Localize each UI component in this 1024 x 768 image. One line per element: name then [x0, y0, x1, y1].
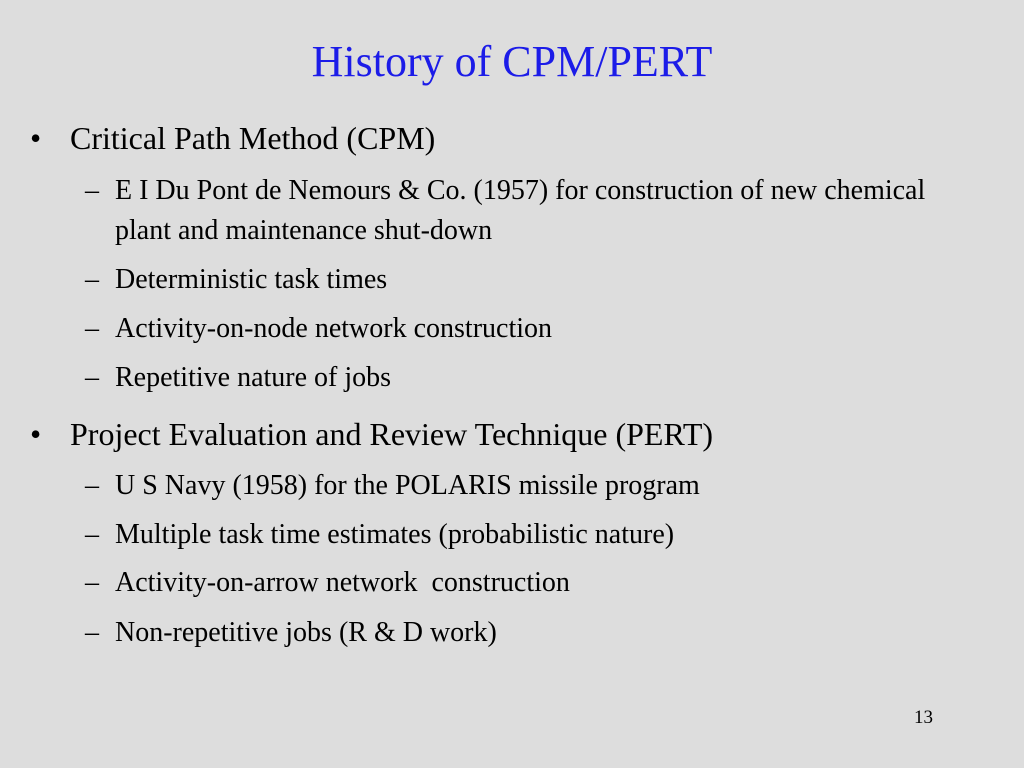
dash-marker: –	[85, 617, 99, 648]
sub-item-text: Activity-on-arrow network construction	[115, 567, 570, 598]
dash-marker: –	[85, 175, 99, 206]
sub-item-text: E I Du Pont de Nemours & Co. (1957) for construction of new chemical plant and maintenance shut-down	[115, 175, 926, 246]
bullet-text: Critical Path Method (CPM)	[70, 120, 436, 156]
sub-item-text: Deterministic task times	[115, 264, 388, 295]
slide-title: History of CPM/PERT	[311, 37, 713, 86]
sub-item-text: Non-repetitive jobs (R & D work)	[115, 617, 497, 648]
dash-marker: –	[85, 470, 99, 501]
sub-item-text: Repetitive nature of jobs	[115, 362, 392, 393]
sub-item-text: U S Navy (1958) for the POLARIS missile program	[115, 470, 700, 501]
dash-marker: –	[85, 313, 99, 344]
sub-item-text: Multiple task time estimates (probabilistic nature)	[115, 519, 675, 550]
dash-marker: –	[85, 362, 99, 393]
dash-marker: –	[85, 567, 99, 598]
dash-marker: –	[85, 264, 99, 295]
dash-marker: –	[85, 519, 99, 550]
page-number: 13	[914, 707, 933, 728]
bullet-marker: •	[30, 416, 42, 452]
bullet-text: Project Evaluation and Review Technique (PERT)	[70, 416, 714, 452]
sub-item-text: Activity-on-node network construction	[115, 313, 553, 344]
bullet-marker: •	[30, 120, 42, 156]
